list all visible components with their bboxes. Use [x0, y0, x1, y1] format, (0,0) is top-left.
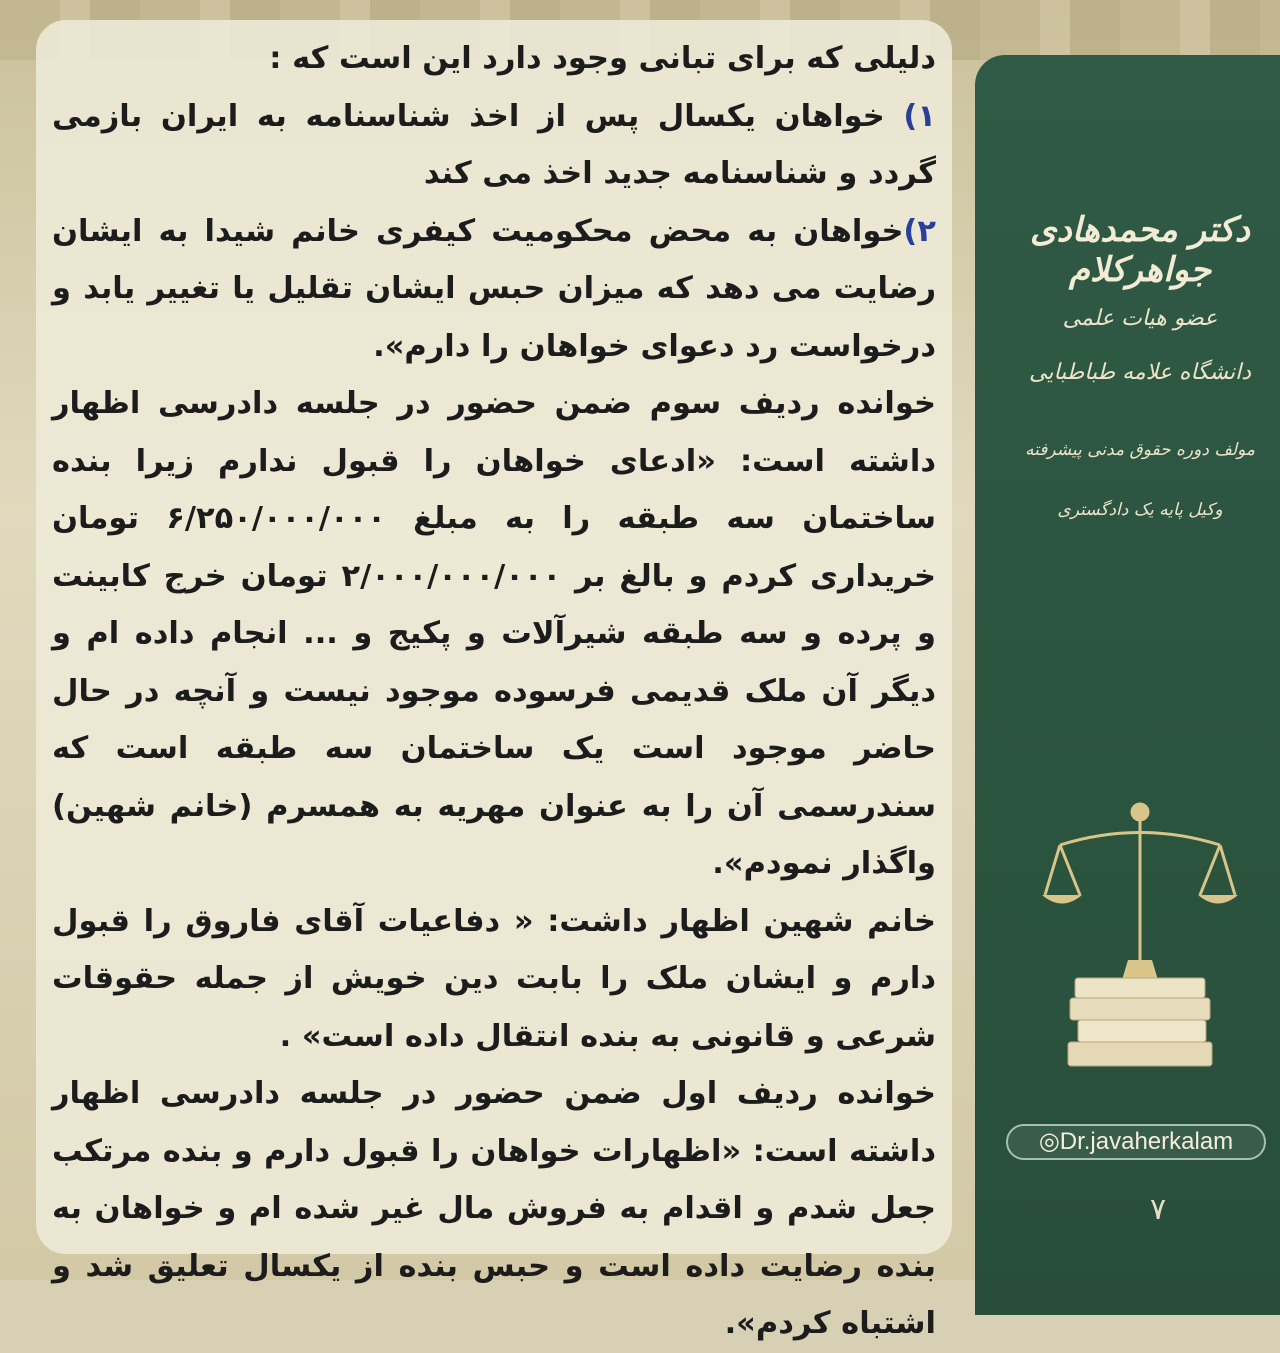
author-role-line-1: عضو هیات علمی — [1062, 306, 1218, 331]
item-number-1: ۱) — [903, 98, 936, 134]
instagram-icon: ◎ — [1038, 1128, 1060, 1155]
item-1 — [52, 88, 936, 203]
author-name: دکتر محمدهادی جواهرکلام — [1030, 210, 1250, 290]
paragraph-defendant-1: خوانده ردیف اول ضمن حضور در جلسه دادرسی اظهار داشته است: «اظهارات خواهان را قبول دارم و بنده مرتکب جعل شدم و اقدام به فروش مال غیر شده ام و خواهان به بنده رضایت داده است و حبس بنده از یکسال تعلیق شد و اشتباه کردم». — [52, 1076, 936, 1341]
page-number: ۷ — [1149, 1192, 1167, 1227]
paragraph-shahin: خانم شهین اظهار داشت: « دفاعیات آقای فاروق را قبول دارم و ایشان ملک را بابت دین خویش از جمله حقوقات شرعی و قانونی به بنده انتقال داده است» . — [52, 903, 936, 1054]
author-role-line-2: دانشگاه علامه طباطبایی — [1028, 360, 1252, 385]
books-stack-icon — [1068, 978, 1212, 1066]
item-2 — [52, 203, 936, 376]
author-role-line-4: وکیل پایه یک دادگستری — [1057, 500, 1223, 520]
scale-of-justice-icon — [1040, 790, 1240, 1090]
item-1-text: خواهان یکسال پس از اخذ شناسنامه به ایران بازمی گردد و شناسنامه جدید اخذ می کند — [52, 98, 936, 191]
author-role-line-3: مولف دوره حقوق مدنی پیشرفته — [1025, 440, 1255, 460]
instagram-handle[interactable] — [1006, 1124, 1266, 1160]
intro-paragraph: دلیلی که برای تبانی وجود دارد این است که : — [269, 41, 936, 76]
paragraph-defendant-3: خوانده ردیف سوم ضمن حضور در جلسه دادرسی اظهار داشته است: «ادعای خواهان را قبول ندارم زیرا بنده ساختمان سه طبقه را به مبلغ ۶/۲۵۰/۰۰۰/۰۰۰ تومان خریداری کردم و بالغ بر ۲/۰۰۰/۰۰۰/۰۰۰ تومان خرج کابینت و پرده و سه طبقه شیرآلات و پکیج و ... انجام داده ام و دیگر آن ملک قدیمی فرسوده موجود نیست و آنچه در حال حاضر موجود است یک ساختمان سه طبقه است که سندرسمی آن را به عنوان مهریه به همسرم (خانم شهین) واگذار نمودم». — [52, 386, 937, 881]
instagram-handle-text: Dr.javaherkalam — [1059, 1128, 1234, 1155]
item-2-text: خواهان به محض محکومیت کیفری خانم شیدا به ایشان رضایت می دهد که میزان حبس ایشان تقلیل یا تغییر یابد و درخواست رد دعوای خواهان را دارم». — [52, 213, 936, 364]
article-body — [52, 30, 936, 1353]
scale-and-books-illustration — [1040, 790, 1240, 1090]
item-number-2: ۲) — [903, 213, 936, 249]
